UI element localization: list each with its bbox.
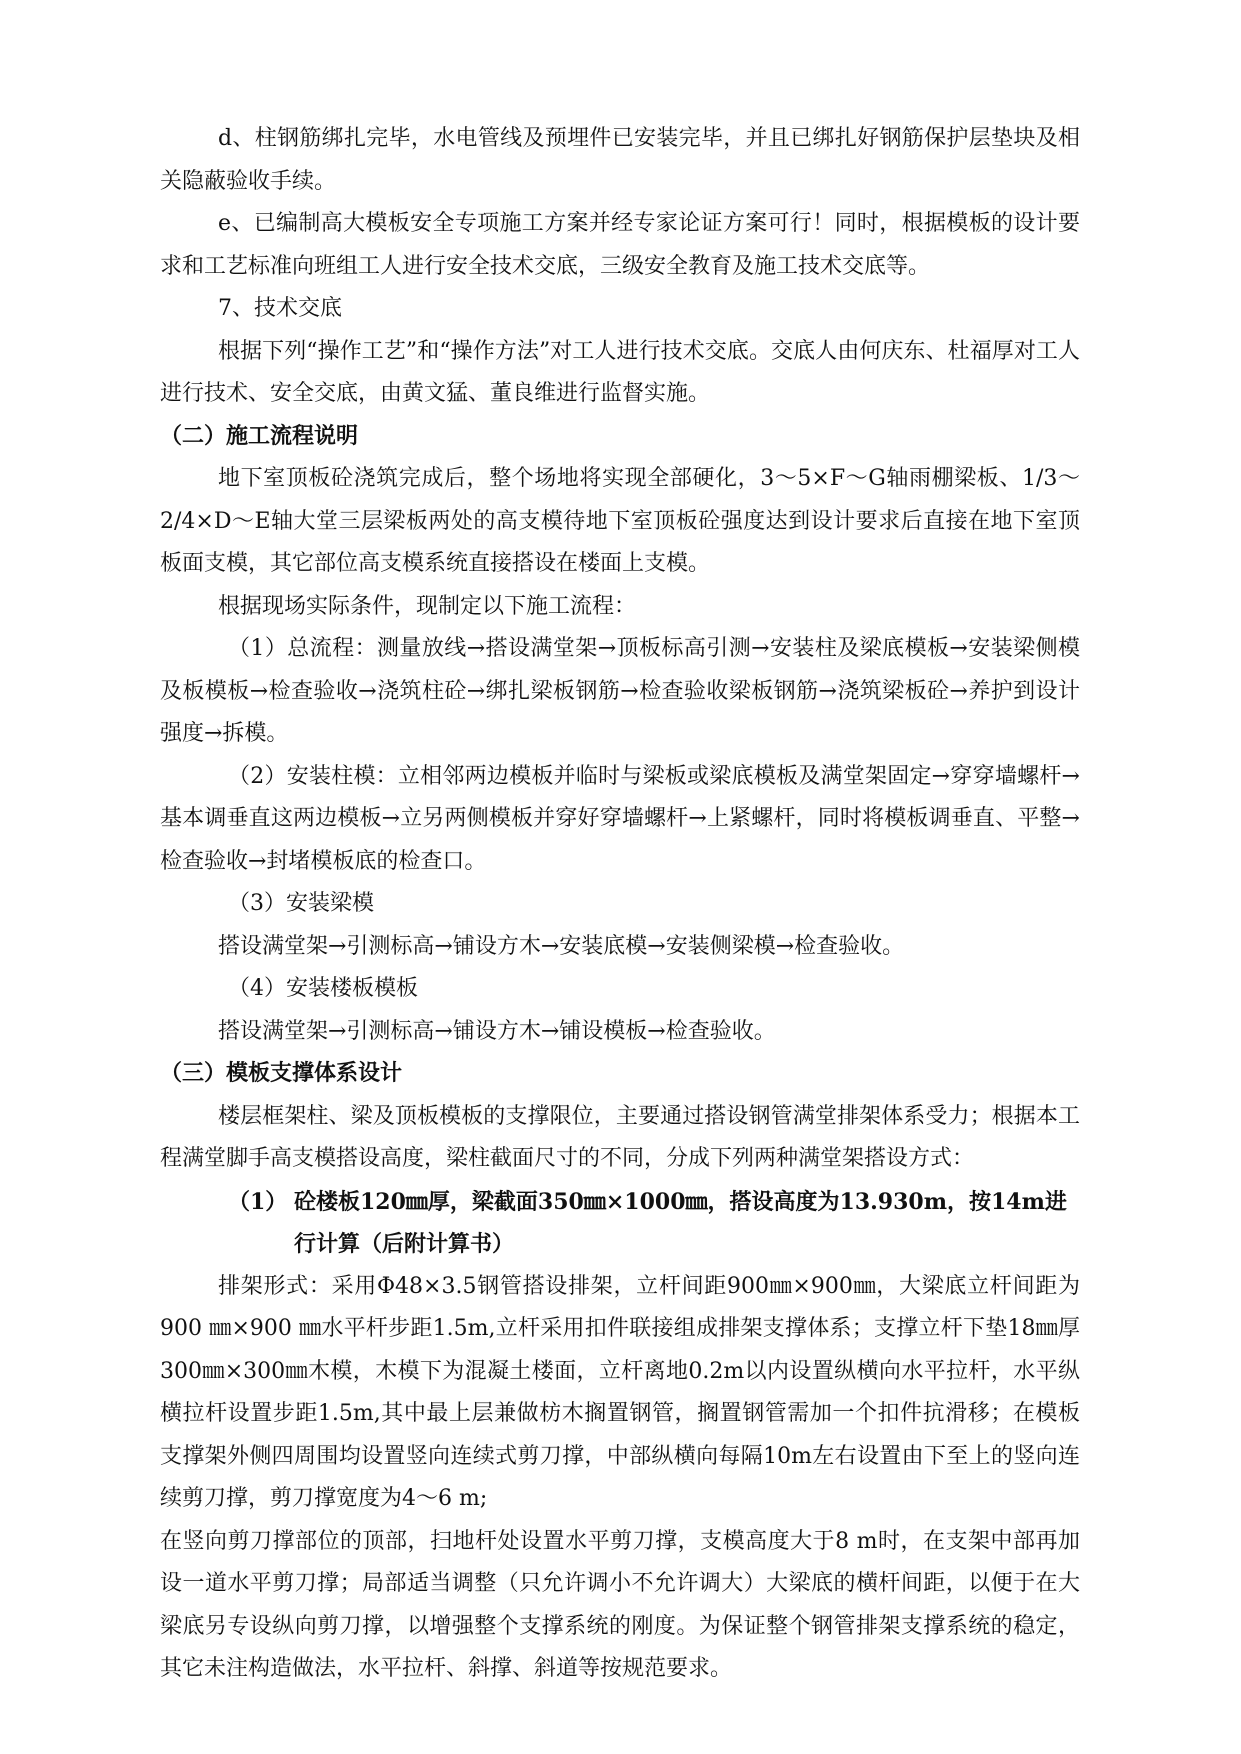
paragraph-d: d、柱钢筋绑扎完毕，水电管线及预埋件已安装完毕，并且已绑扎好钢筋保护层垫块及相关隐蔽验收手续。 [160,126,1080,194]
document-body [160,118,1080,1691]
paragraph-scaffold-form: 排架形式：采用Φ48×3.5钢管搭设排架，立杆间距900㎜×900㎜，大梁底立杆间距为900 ㎜×900 ㎜水平杆步距1.5m,立杆采用扣件联接组成排架支撑体系；支撑立杆下垫18㎜厚300㎜×300㎜木模，木模下为混凝土楼面，立杆离地0.2m以内设置纵横向水平拉杆，水平纵横拉杆设置步距1.5m,其中最上层兼做枋木搁置钢管，搁置钢管需加一个扣件抗滑移；在模板支撑架外侧四周围均设置竖向连续式剪刀撑，中部纵横向每隔10m左右设置由下至上的竖向连续剪刀撑，剪刀撑宽度为4～6 m; [160,1273,1080,1511]
flow-step-2: （2）安装柱模：立相邻两边模板并临时与梁板或梁底模板及满堂架固定→穿穿墙螺杆→基本调垂直这两边模板→立另两侧模板并穿好穿墙螺杆→上紧螺杆，同时将模板调垂直、平整→检查验收→封堵模板底的检查口。 [160,763,1080,874]
section-heading-support-system: （三）模板支撑体系设计 [160,1061,403,1086]
flow-step-4-title: （4）安装楼板模板 [228,976,418,1001]
subsection-heading-1 [228,1181,1080,1266]
flow-step-3-body: 搭设满堂架→引测标高→铺设方木→安装底模→安装侧梁模→检查验收。 [218,933,905,959]
paragraph-site-conditions: 根据现场实际条件，现制定以下施工流程： [218,593,637,619]
paragraph-technical-briefing: 根据下列“操作工艺”和“操作方法”对工人进行技术交底。交底人由何庆东、杜福厚对工人进行技术、安全交底，由黄文猛、董良维进行监督实施。 [160,338,1080,406]
subsection-number: （1） [228,1188,288,1215]
flow-step-4-body: 搭设满堂架→引测标高→铺设方木→铺设模板→检查验收。 [218,1018,776,1044]
item-7-heading: 7、技术交底 [218,296,342,321]
flow-step-1: （1）总流程：测量放线→搭设满堂架→顶板标高引测→安装柱及梁底模板→安装梁侧模及板模板→检查验收→浇筑柱砼→绑扎梁板钢筋→检查验收梁板钢筋→浇筑梁板砼→养护到设计强度→拆模。 [160,636,1080,746]
paragraph-basement-roof: 地下室顶板砼浇筑完成后，整个场地将实现全部硬化，3～5×F～G轴雨棚梁板、1/3～2/4×D～E轴大堂三层梁板两处的高支模待地下室顶板砼强度达到设计要求后直接在地下室顶板面支模，其它部位高支模系统直接搭设在楼面上支模。 [160,466,1080,576]
section-heading-construction-flow: （二）施工流程说明 [160,423,359,449]
subsection-title: 砼楼板120㎜厚，梁截面350㎜×1000㎜，搭设高度为13.930m，按14m进行计算（后附计算书） [294,1188,1067,1257]
flow-step-3-title: （3）安装梁模 [228,891,374,916]
paragraph-bracing: 在竖向剪刀撑部位的顶部，扫地杆处设置水平剪刀撑，支模高度大于8 m时，在支架中部再加设一道水平剪刀撑；局部适当调整（只允许调小不允许调大）大梁底的横杆间距，以便于在大梁底另专设纵向剪刀撑，以增强整个支撑系统的刚度。为保证整个钢管排架支撑系统的稳定，其它未注构造做法，水平拉杆、斜撑、斜道等按规范要求。 [160,1528,1080,1681]
paragraph-e: e、已编制高大模板安全专项施工方案并经专家论证方案可行！同时，根据模板的设计要求和工艺标准向班组工人进行安全技术交底，三级安全教育及施工技术交底等。 [160,211,1080,279]
paragraph-support-limits: 楼层框架柱、梁及顶板模板的支撑限位，主要通过搭设钢管满堂排架体系受力；根据本工程满堂脚手高支模搭设高度，梁柱截面尺寸的不同，分成下列两种满堂架搭设方式： [160,1103,1080,1171]
